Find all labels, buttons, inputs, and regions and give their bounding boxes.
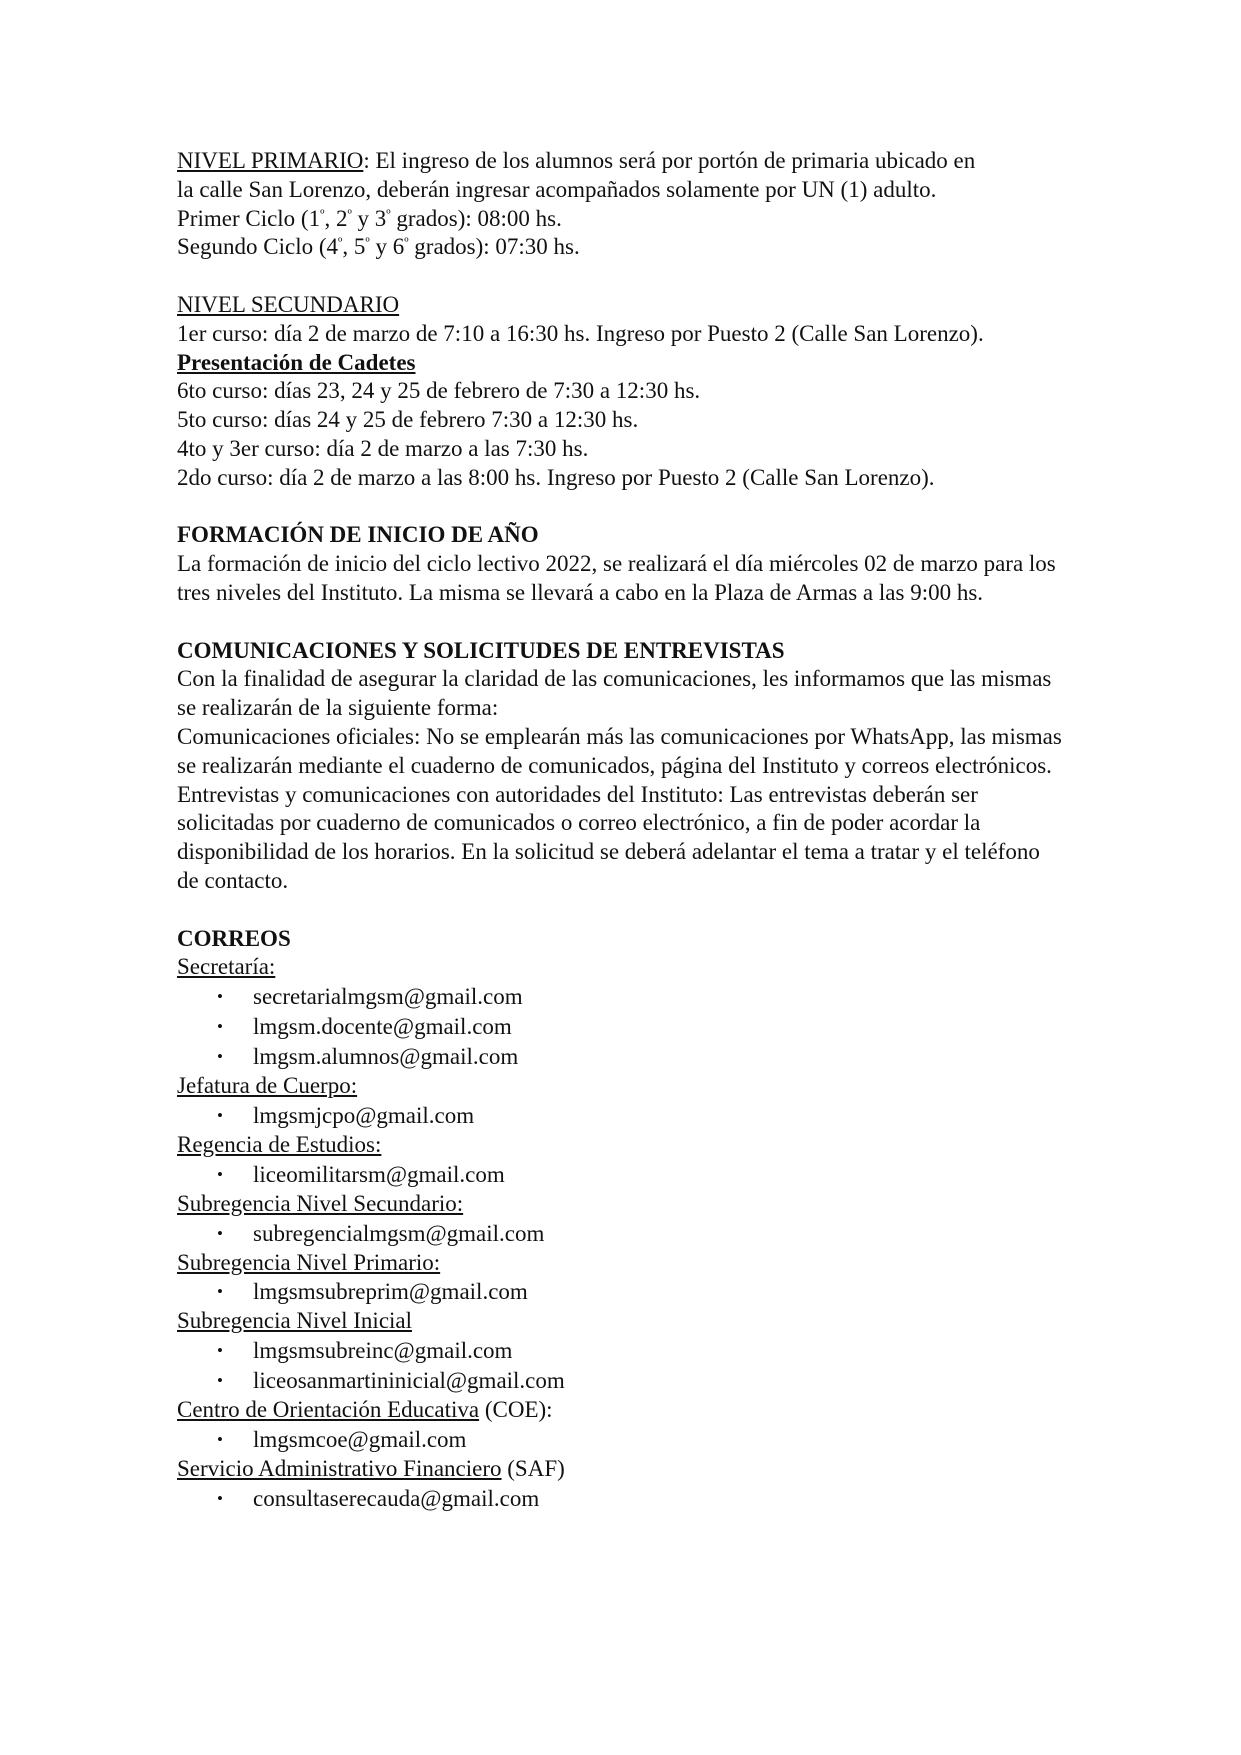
email-address[interactable]: lmgsmjcpo@gmail.com [253,1102,475,1128]
bullet-icon: • [217,1341,223,1361]
correo-group-label-line [177,1072,1077,1101]
comunicaciones-heading: COMUNICACIONES Y SOLICITUDES DE ENTREVISTAS [177,637,785,663]
spacer [177,262,1077,291]
email-address[interactable]: lmgsm.alumnos@gmail.com [253,1044,519,1070]
correo-group-label: Servicio Administrativo Financiero [177,1455,502,1481]
email-list-item [177,982,1077,1012]
spacer [177,896,1077,925]
primario-text-1: : El ingreso de los alumnos será por portón de primaria ubicado en [363,148,976,173]
primario-heading: NIVEL PRIMARIO [177,148,364,173]
email-list [177,1425,1077,1455]
correo-group-label-line [177,1190,1077,1219]
primario-ciclo-2: Segundo Ciclo ($4^º$, $5^º$ y $6^º$ grados): 07:30 hs. [177,234,580,260]
correo-group-label: Jefatura de Cuerpo: [177,1073,358,1099]
correo-group-label: Regencia de Estudios: [177,1131,382,1157]
bullet-icon: • [217,1017,223,1037]
email-list-item [177,1012,1077,1042]
email-list [177,982,1077,1072]
email-address[interactable]: lmgsm.docente@gmail.com [253,1014,512,1040]
correo-group-label-line [177,1455,1077,1484]
spacer [177,608,1077,637]
secundario-line-2: 6to curso: días 23, 24 y 25 de febrero de 7:30 a 12:30 hs. [177,378,701,404]
bullet-icon: • [217,1488,223,1508]
email-list [177,1101,1077,1131]
comunicaciones-entrevistas: Entrevistas y comunicaciones con autoridades del Instituto: Las entrevistas deberán ser solicitadas por cuaderno de comunicados o correo electrónico, a fin de poder acordar la disponibilidad de los horarios. En la solicitud se deberá adelantar el tema a tratar y el teléfono de contacto. [177,781,1040,893]
email-list-item [177,1160,1077,1190]
email-address[interactable]: consultaserecauda@gmail.com [253,1485,540,1511]
secundario-line-3: 5to curso: días 24 y 25 de febrero 7:30 a 12:30 hs. [177,407,639,433]
email-list [177,1160,1077,1190]
email-list [177,1277,1077,1307]
email-list-item [177,1219,1077,1249]
email-list-item [177,1366,1077,1396]
bullet-icon: • [217,1429,223,1449]
email-address[interactable]: lmgsmcoe@gmail.com [253,1426,467,1452]
primario-ciclo-1: Primer Ciclo ($1^º$, $2^º$ y $3^º$ grados): 08:00 hs. [177,205,562,231]
bullet-icon: • [217,987,223,1007]
bullet-icon: • [217,1223,223,1243]
correo-group-label: Secretaría: [177,954,276,980]
correo-group-label: Centro de Orientación Educativa [177,1397,480,1423]
bullet-icon: • [217,1105,223,1125]
bullet-icon: • [217,1371,223,1391]
correo-group-label: Subregencia Nivel Secundario: [177,1190,464,1216]
secundario-line-4: 4to y 3er curso: día 2 de marzo a las 7:30 hs. [177,435,589,461]
formacion-paragraph: La formación de inicio del ciclo lectivo 2022, se realizará el día miércoles 02 de marzo para los tres niveles del Instituto. La misma se llevará a cabo en la Plaza de Armas a las 9:00 hs. [177,551,1056,605]
email-list [177,1336,1077,1396]
email-address[interactable]: secretarialmgsm@gmail.com [253,984,523,1010]
correo-group-label-line [177,953,1077,982]
email-list-item [177,1484,1077,1514]
correo-group-label: Subregencia Nivel Inicial [177,1308,413,1334]
correos-heading: CORREOS [177,925,291,951]
email-address[interactable]: subregencialmgsm@gmail.com [253,1220,545,1246]
correo-group-label: Subregencia Nivel Primario: [177,1249,441,1275]
comunicaciones-oficiales: Comunicaciones oficiales: No se emplearán más las comunicaciones por WhatsApp, las mismas se realizarán mediante el cuaderno de comunicados, página del Instituto y correos electrónicos. [177,723,1062,778]
email-address[interactable]: lmgsmsubreprim@gmail.com [253,1279,528,1305]
comunicaciones-section [177,637,1077,896]
primario-section [177,147,1077,262]
primario-first-line [177,147,1077,176]
correo-group-label-line [177,1131,1077,1160]
email-address[interactable]: lmgsmsubreinc@gmail.com [253,1338,513,1364]
email-list [177,1484,1077,1514]
formacion-section [177,521,1077,607]
secundario-heading: NIVEL SECUNDARIO [177,291,400,317]
formacion-heading: FORMACIÓN DE INICIO DE AÑO [177,522,539,548]
secundario-line-1: 1er curso: día 2 de marzo de 7:10 a 16:30 hs. Ingreso por Puesto 2 (Calle San Lorenzo). [177,320,984,346]
email-list-item [177,1425,1077,1455]
email-address[interactable]: liceosanmartininicial@gmail.com [253,1368,565,1394]
primario-text-2: la calle San Lorenzo, deberán ingresar acompañados solamente por UN (1) adulto. [177,176,937,202]
correo-group-suffix: (SAF) [501,1455,565,1481]
bullet-icon: • [217,1164,223,1184]
email-list-item [177,1042,1077,1072]
comunicaciones-intro: Con la finalidad de asegurar la claridad de las comunicaciones, les informamos que las mismas se realizarán de la siguiente forma: [177,666,1052,721]
correo-group-label-line [177,1307,1077,1336]
correo-group-label-line [177,1396,1077,1425]
correo-group-label-line [177,1249,1077,1278]
spacer [177,493,1077,522]
correos-groups [177,953,1077,1513]
email-list [177,1219,1077,1249]
email-address[interactable]: liceomilitarsm@gmail.com [253,1161,505,1187]
bullet-icon: • [217,1282,223,1302]
secundario-line-5: 2do curso: día 2 de marzo a las 8:00 hs. Ingreso por Puesto 2 (Calle San Lorenzo). [177,464,935,490]
cadetes-subheading: Presentación de Cadetes [177,349,416,375]
bullet-icon: • [217,1047,223,1067]
email-list-item [177,1101,1077,1131]
correo-group-suffix: (COE): [479,1397,553,1423]
secundario-section [177,291,1077,493]
correos-section [177,925,1077,1514]
email-list-item [177,1336,1077,1366]
document-page [177,147,1077,1514]
email-list-item [177,1277,1077,1307]
